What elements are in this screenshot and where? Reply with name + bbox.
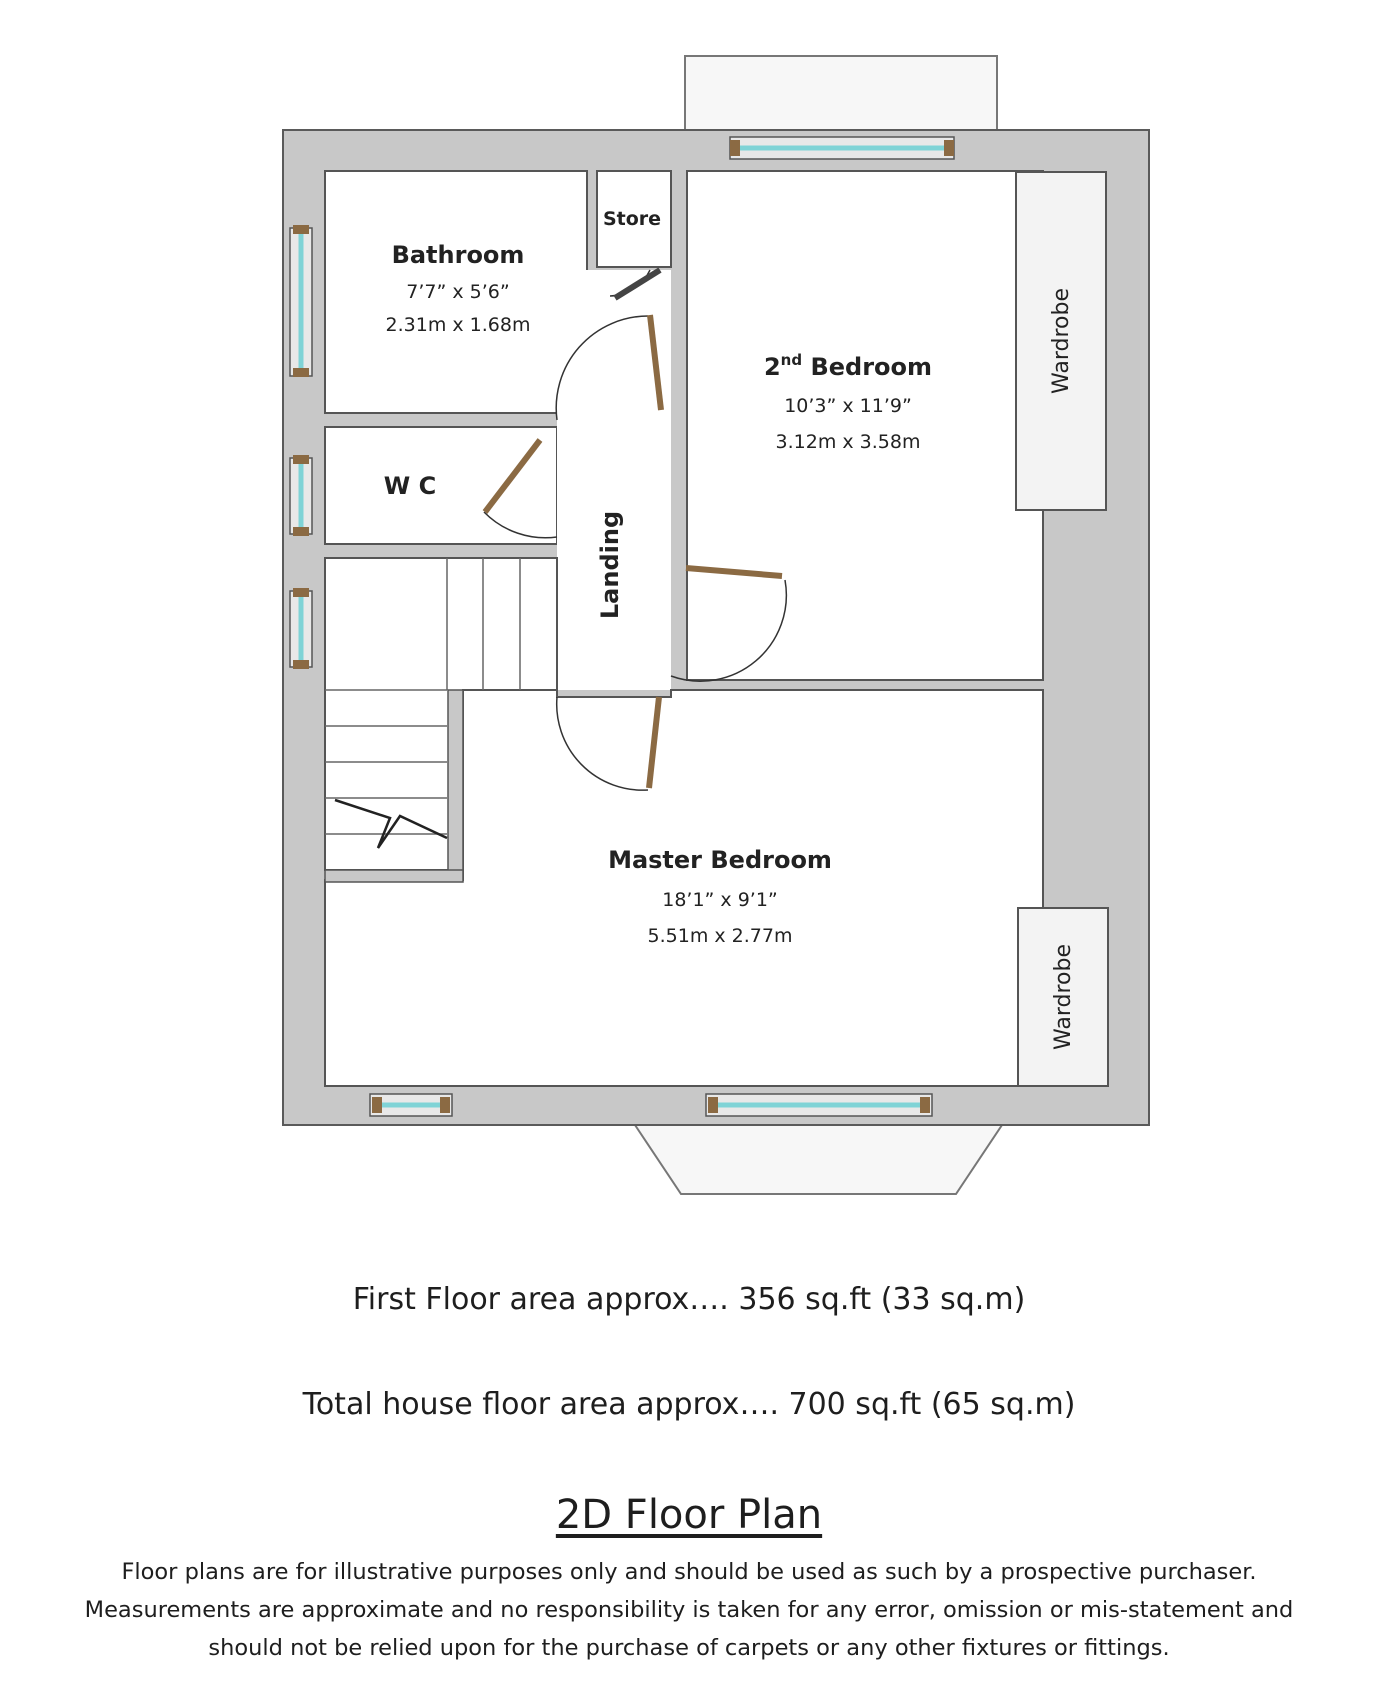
master-bedroom-dim-imperial: 18’1” x 9’1” bbox=[662, 889, 778, 911]
second-bedroom-label: 2nd Bedroom bbox=[763, 351, 933, 381]
stair-wall bbox=[448, 690, 463, 880]
wardrobe-lower-label: Wardrobe bbox=[1051, 944, 1076, 1050]
bathroom-dim-metric: 2.31m x 1.68m bbox=[385, 314, 531, 336]
disclaimer-line-2: Measurements are approximate and no responsibility is taken for any error, omission or mis-statement and bbox=[84, 1597, 1294, 1623]
disclaimer-line-3: should not be relied upon for the purchase of carpets or any other fixtures or fittings. bbox=[208, 1635, 1170, 1661]
total-house-area: Total house floor area approx…. 700 sq.ft (65 sq.m) bbox=[302, 1387, 1076, 1422]
landing-label: Landing bbox=[596, 510, 624, 620]
stair-wall-bottom bbox=[325, 870, 463, 882]
master-bedroom-dim-metric: 5.51m x 2.77m bbox=[647, 925, 793, 947]
second-bedroom-dim-imperial: 10’3” x 11’9” bbox=[784, 395, 912, 417]
bathroom-dim-imperial: 7’7” x 5’6” bbox=[406, 281, 510, 303]
wc-label: W C bbox=[383, 472, 437, 500]
master-bedroom-label: Master Bedroom bbox=[608, 846, 832, 874]
disclaimer bbox=[20, 1553, 1358, 1667]
disclaimer-line-1: Floor plans are for illustrative purposes only and should be used as such by a prospective purchaser. bbox=[121, 1559, 1257, 1585]
bathroom-label: Bathroom bbox=[391, 241, 525, 269]
wc-area bbox=[325, 427, 557, 544]
wardrobe-upper-label: Wardrobe bbox=[1049, 288, 1074, 394]
top-bay-projection bbox=[685, 56, 997, 131]
first-floor-area: First Floor area approx…. 356 sq.ft (33 sq.m) bbox=[352, 1282, 1026, 1317]
second-bedroom-dim-metric: 3.12m x 3.58m bbox=[775, 431, 921, 453]
bottom-bay-projection bbox=[635, 1125, 1002, 1194]
page-title bbox=[0, 1492, 1378, 1538]
second-bedroom-area bbox=[687, 171, 1043, 680]
page-title-text: 2D Floor Plan bbox=[555, 1492, 823, 1538]
store-label: Store bbox=[602, 208, 662, 230]
